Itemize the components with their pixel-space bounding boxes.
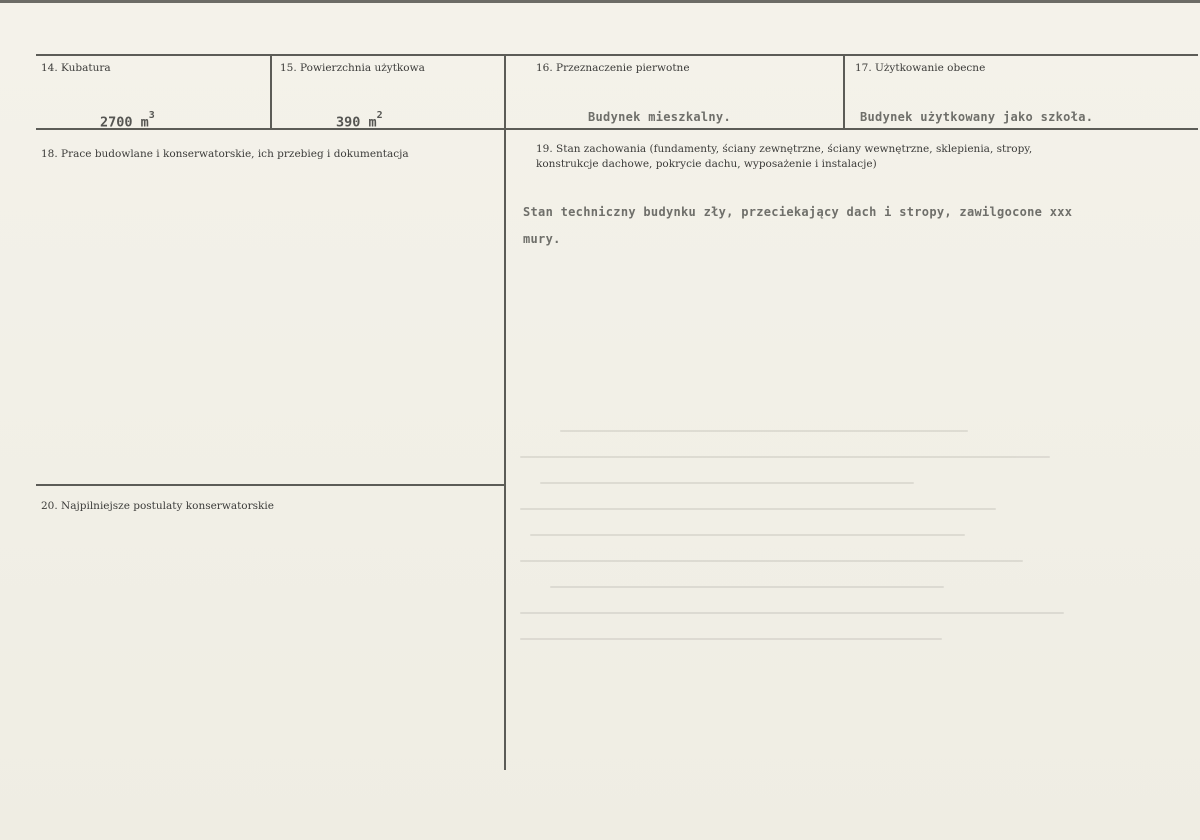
field-15-number: 390	[336, 114, 361, 131]
field-19-text-line2: mury.	[523, 232, 561, 246]
grid-line-v3	[843, 54, 845, 129]
grid-line-row2-left	[36, 484, 505, 486]
grid-line-v1	[270, 54, 272, 129]
grid-line-v2	[504, 54, 506, 770]
field-15-value	[336, 110, 383, 131]
field-14-value	[100, 110, 155, 131]
field-14-number: 2700	[100, 114, 133, 131]
field-19-label-line2: konstrukcje dachowe, pokrycie dachu, wyposażenie i instalacje)	[536, 158, 877, 170]
field-20-label: 20. Najpilniejsze postulaty konserwatorskie	[41, 500, 274, 512]
field-15-label: 15. Powierzchnia użytkowa	[280, 62, 425, 74]
grid-line-row1	[36, 128, 1198, 130]
field-17-label: 17. Użytkowanie obecne	[855, 62, 986, 74]
field-15-unit: m	[368, 114, 377, 131]
field-16-value: Budynek mieszkalny.	[588, 110, 731, 124]
field-19-text-line1: Stan techniczny budynku zły, przeciekający dach i stropy, zawilgocone xxx	[523, 205, 1073, 219]
field-14-exponent: 3	[148, 110, 155, 121]
field-16-label: 16. Przeznaczenie pierwotne	[536, 62, 690, 74]
field-19-label-line1: 19. Stan zachowania (fundamenty, ściany zewnętrzne, ściany wewnętrzne, sklepienia, stropy,	[536, 143, 1033, 155]
field-18-label: 18. Prace budowlane i konserwatorskie, ich przebieg i dokumentacja	[41, 148, 409, 160]
field-14-unit: m	[140, 114, 149, 131]
field-17-value: Budynek użytkowany jako szkoła.	[860, 110, 1094, 124]
card-top-edge	[0, 0, 1200, 3]
grid-line-top	[36, 54, 1198, 56]
field-15-exponent: 2	[376, 110, 383, 121]
reverse-side-show-through	[520, 430, 1200, 750]
field-14-label: 14. Kubatura	[41, 62, 111, 74]
